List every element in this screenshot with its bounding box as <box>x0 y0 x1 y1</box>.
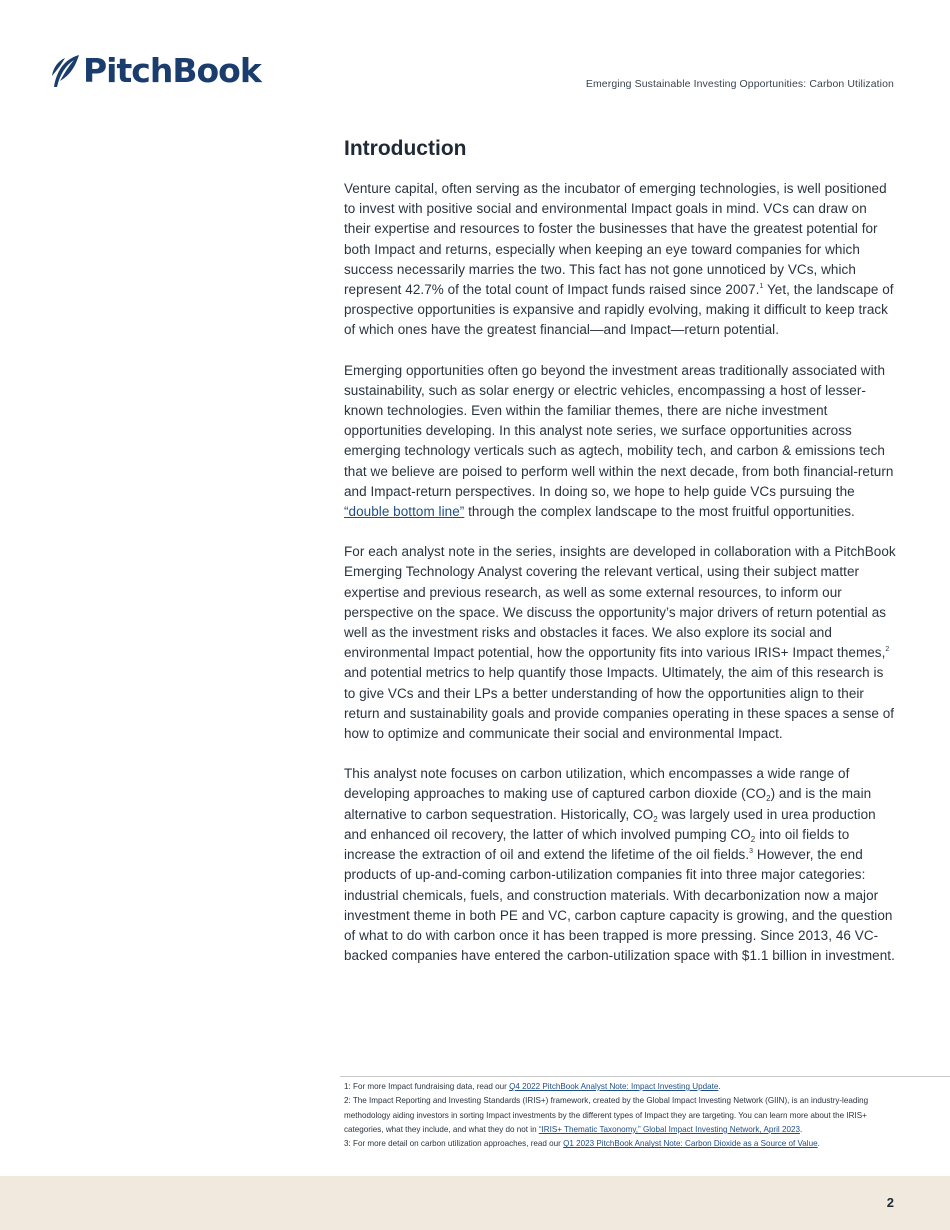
footnote-3-link[interactable]: Q1 2023 PitchBook Analyst Note: Carbon Dioxide as a Source of Value <box>563 1139 818 1149</box>
footnote-1: 1: For more Impact fundraising data, read our Q4 2022 PitchBook Analyst Note: Impact Investing Update. <box>344 1082 721 1091</box>
footnote-2-link[interactable]: “IRIS+ Thematic Taxonomy,” Global Impact Investing Network, April 2023 <box>538 1124 800 1134</box>
section-title: Introduction <box>344 137 467 160</box>
pitchbook-leaf-icon <box>50 54 80 88</box>
footnote-1-link[interactable]: Q4 2022 PitchBook Analyst Note: Impact Investing Update <box>509 1082 719 1091</box>
page-number: 2 <box>886 1195 894 1210</box>
footnote-ref-1[interactable]: 1 <box>759 283 764 291</box>
paragraph-1: Venture capital, often serving as the incubator of emerging technologies, is well positioned to invest with positive social and environmental Impact goals in mind. VCs can draw on their expertise and resources to foster the businesses that have the greatest potential for both Impact and returns, especially when keeping an eye toward companies for which success necessarily marries the two. This fact has not gone unnoticed by VCs, which represent 42.7% of the total count of Impact funds raised since 2007.$^1$ Yet, the landscape of prospective opportunities is expansive and rapidly evolving, making it difficult to keep track of which ones have the greatest financial—and Impact—return potential. <box>344 181 894 338</box>
double-bottom-line-link[interactable]: “double bottom line” <box>344 504 465 520</box>
footnote-divider <box>340 1076 950 1077</box>
footnotes <box>344 1080 896 1151</box>
pitchbook-logo <box>50 52 261 90</box>
paragraph-4: This analyst note focuses on carbon utilization, which encompasses a wide range of developing approaches to making use of captured carbon dioxide $(CO_2)$ and is the main alternative to carbon sequestration. Historically, $CO_2$ was largely used in urea production and enhanced oil recovery, the latter of which involved pumping $CO_2$ into oil fields to increase the extraction of oil and extend the lifetime of the oil fields.$^3$ However, the end products of up-and-coming carbon-utilization companies fit into three major categories: industrial chemicals, fuels, and construction materials. With decarbonization now a major investment theme in both PE and VC, carbon capture capacity is growing, and the question of what to do with carbon once it has been trapped is more pressing. Since 2013, 46 VC-backed companies have entered the carbon-utilization space with $1.1 billion in investment. <box>344 766 895 964</box>
footnote-2: 2: The Impact Reporting and Investing Standards (IRIS+) framework, created by the Global Impact Investing Network (GIIN), is an industry-leading methodology aiding investors in sorting Impact investments by the different types of Impact they are targeting. You can learn more about the IRIS+ categories, what they include, and what they do not in “IRIS+ Thematic Taxonomy,” Global Impact Investing Network, April 2023. <box>344 1096 869 1134</box>
footnote-ref-3[interactable]: 3 <box>749 848 754 856</box>
footnote-ref-2[interactable]: 2 <box>885 646 890 654</box>
footnote-3: 3: For more detail on carbon utilization approaches, read our Q1 2023 PitchBook Analyst Note: Carbon Dioxide as a Source of Value. <box>344 1139 820 1149</box>
page-footer <box>0 1176 950 1230</box>
paragraph-2: Emerging opportunities often go beyond the investment areas traditionally associated with sustainability, such as solar energy or electric vehicles, encompassing a host of lesser-known technologies. Even within the familiar themes, there are niche investment opportunities developing. In this analyst note series, we surface opportunities across emerging technology verticals such as agtech, mobility tech, and carbon & emissions tech that we believe are poised to perform well within the next decade, from both financial-return and Impact-return perspectives. In doing so, we hope to help guide VCs pursuing the “double bottom line” through the complex landscape to the most fruitful opportunities. <box>344 362 894 520</box>
brand-name: PitchBook <box>83 51 261 90</box>
document-title: Emerging Sustainable Investing Opportunities: Carbon Utilization <box>585 78 894 90</box>
main-content <box>344 136 896 986</box>
paragraph-3: For each analyst note in the series, insights are developed in collaboration with a PitchBook Emerging Technology Analyst covering the relevant vertical, using their subject matter expertise and previous research, as well as some external resources, to inform our perspective on the space. We discuss the opportunity’s major drivers of return potential as well as the investment risks and obstacles it faces. We also explore its social and environmental Impact potential, how the opportunity fits into various IRIS+ Impact themes,$^2$ and potential metrics to help quantify those Impacts. Ultimately, the aim of this research is to give VCs and their LPs a better understanding of how the opportunities align to their return and sustainability goals and provide companies operating in these spaces a sense of how to optimize and communicate their social and environmental Impact. <box>344 544 896 742</box>
